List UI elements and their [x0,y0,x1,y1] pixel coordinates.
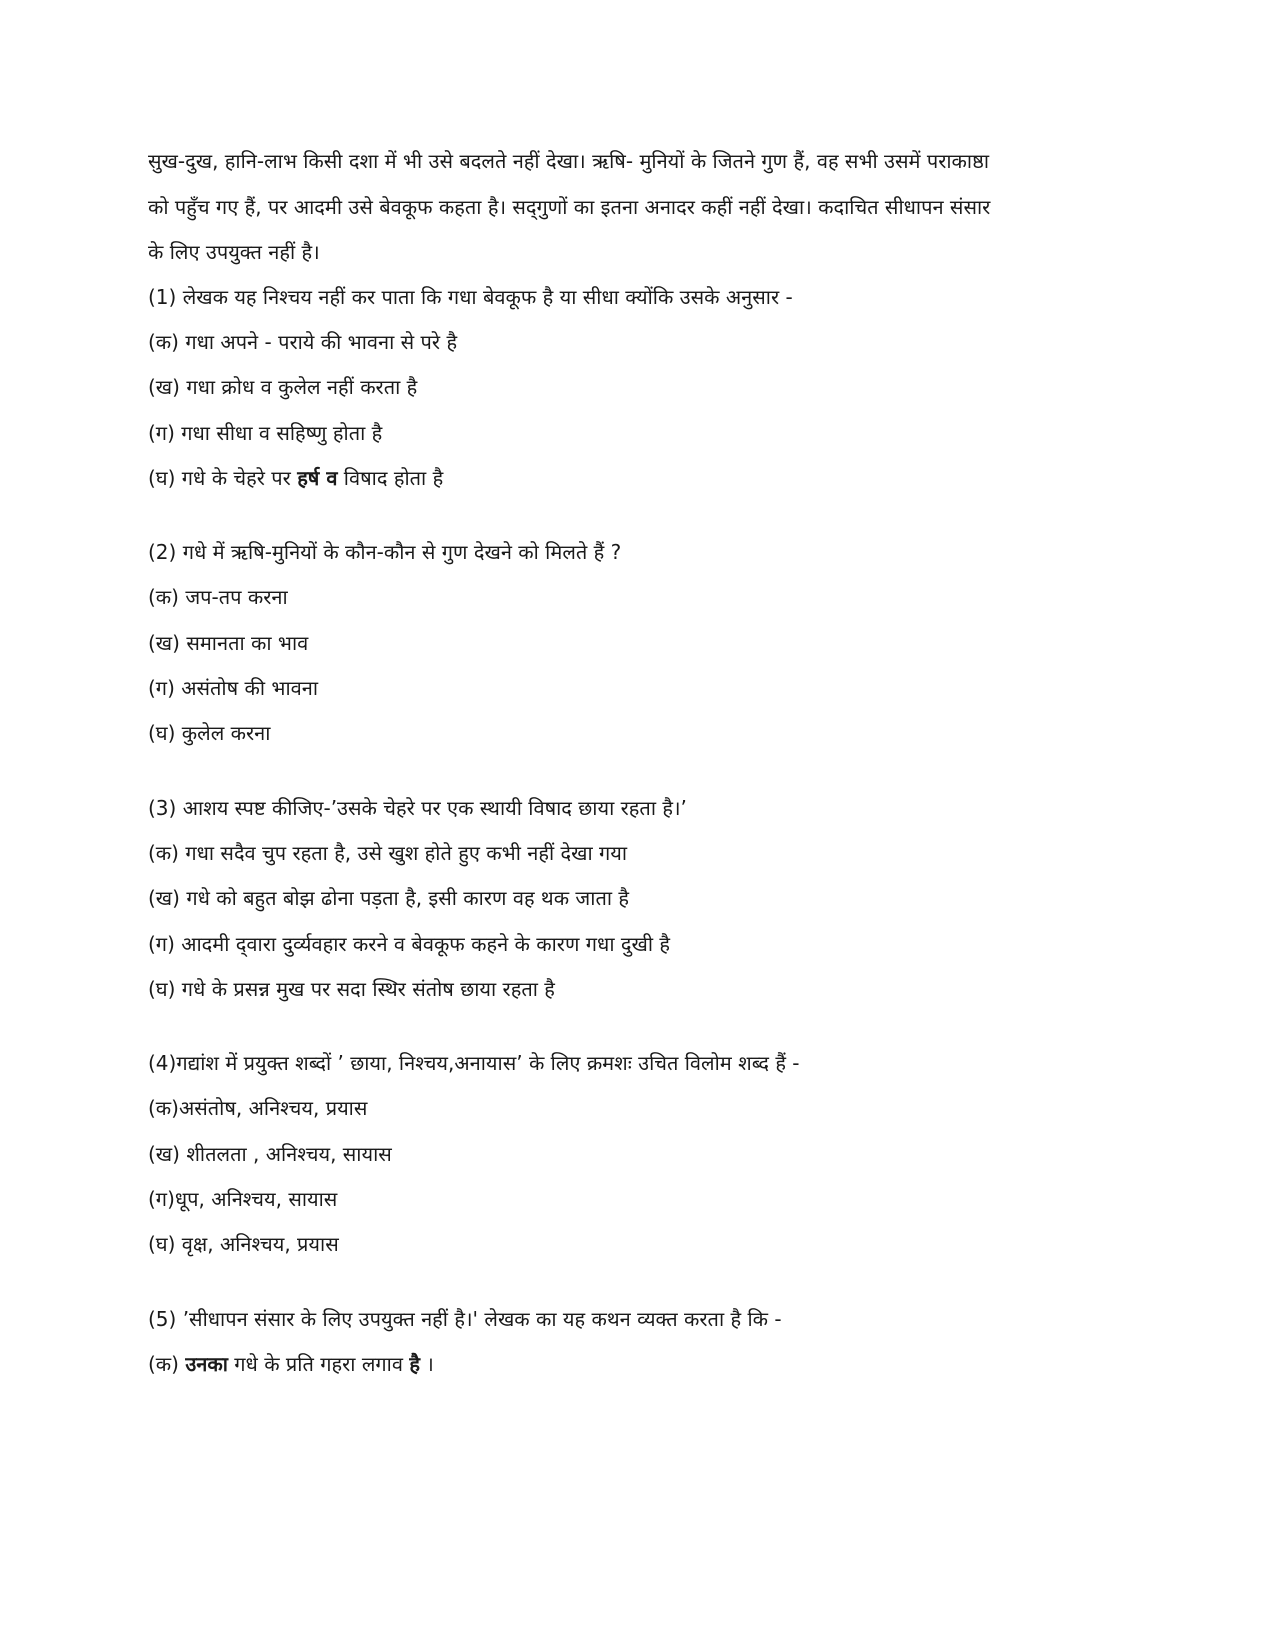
q5-option-a [148,1349,1148,1379]
q5-option-a-suffix: । [419,1352,434,1376]
q5-option-a-bold-1: उनका [185,1352,228,1376]
q1-option-b: (ख) गधा क्रोध व कुलेल नहीं करता है [148,375,418,399]
passage-line-2: को पहुँच गए हैं, पर आदमी उसे बेवकूफ कहता है। सद्‌गुणों का इतना अनादर कहीं नहीं देखा। कदाचित सीधापन संसार [148,195,991,219]
q5-option-a-prefix: (क) [148,1352,186,1376]
q3-option-c: (ग) आदमी द्‌वारा दुर्व्यवहार करने व बेवकूफ कहने के कारण गधा दुखी है [148,932,671,956]
q2-option-b: (ख) समानता का भाव [148,631,309,655]
passage-line-1: सुख-दुख, हानि-लाभ किसी दशा में भी उसे बदलते नहीं देखा। ऋषि- मुनियों के जितने गुण हैं, वह सभी उसमें पराकाष्ठा [148,149,990,173]
q1-option-c: (ग) गधा सीधा व सहिष्णु होता है [148,421,383,445]
q3-option-b: (ख) गधे को बहुत बोझ ढोना पड़ता है, इसी कारण वह थक जाता है [148,886,630,910]
q1-option-d [148,463,1148,493]
q3-option-d: (घ) गधे के प्रसन्न मुख पर सदा स्थिर संतोष छाया रहता है [148,977,555,1001]
q2-option-d: (घ) कुलेल करना [148,721,271,745]
q4-option-b: (ख) शीतलता , अनिश्चय, सायास [148,1142,392,1166]
q1-option-a: (क) गधा अपने - पराये की भावना से परे है [148,330,458,354]
question-1: (1) लेखक यह निश्चय नहीं कर पाता कि गधा बेवकूफ है या सीधा क्योंकि उसके अनुसार - [148,285,793,309]
q4-option-c: (ग)धूप, अनिश्चय, सायास [148,1187,338,1211]
q2-option-c: (ग) असंतोष की भावना [148,676,319,700]
q1-option-d-bold: हर्ष व [297,466,338,490]
question-2: (2) गधे में ऋषि-मुनियों के कौन-कौन से गुण देखने को मिलते हैं ? [148,540,622,564]
q1-option-d-prefix: (घ) गधे के चेहरे पर [148,466,298,490]
q1-option-d-suffix: विषाद होता है [337,466,444,490]
q4-option-d: (घ) वृक्ष, अनिश्चय, प्रयास [148,1232,339,1256]
q5-option-a-middle: गधे के प्रति गहरा लगाव [227,1352,410,1376]
passage-line-3: के लिए उपयुक्त नहीं है। [148,240,320,264]
q4-option-a: (क)असंतोष, अनिश्चय, प्रयास [148,1096,368,1120]
question-4: (4)गद्यांश में प्रयुक्त शब्दों ’ छाया, निश्चय,अनायास’ के लिए क्रमशः उचित विलोम शब्द हैं - [148,1051,800,1075]
q2-option-a: (क) जप-तप करना [148,585,288,609]
question-3: (3) आशय स्पष्ट कीजिए-’उसके चेहरे पर एक स्थायी विषाद छाया रहता है।’ [148,796,687,820]
q5-option-a-bold-2: है [409,1352,420,1376]
q3-option-a: (क) गधा सदैव चुप रहता है, उसे खुश होते हुए कभी नहीं देखा गया [148,841,628,865]
question-5: (5) ’सीधापन संसार के लिए उपयुक्त नहीं है।' लेखक का यह कथन व्यक्त करता है कि - [148,1307,782,1331]
